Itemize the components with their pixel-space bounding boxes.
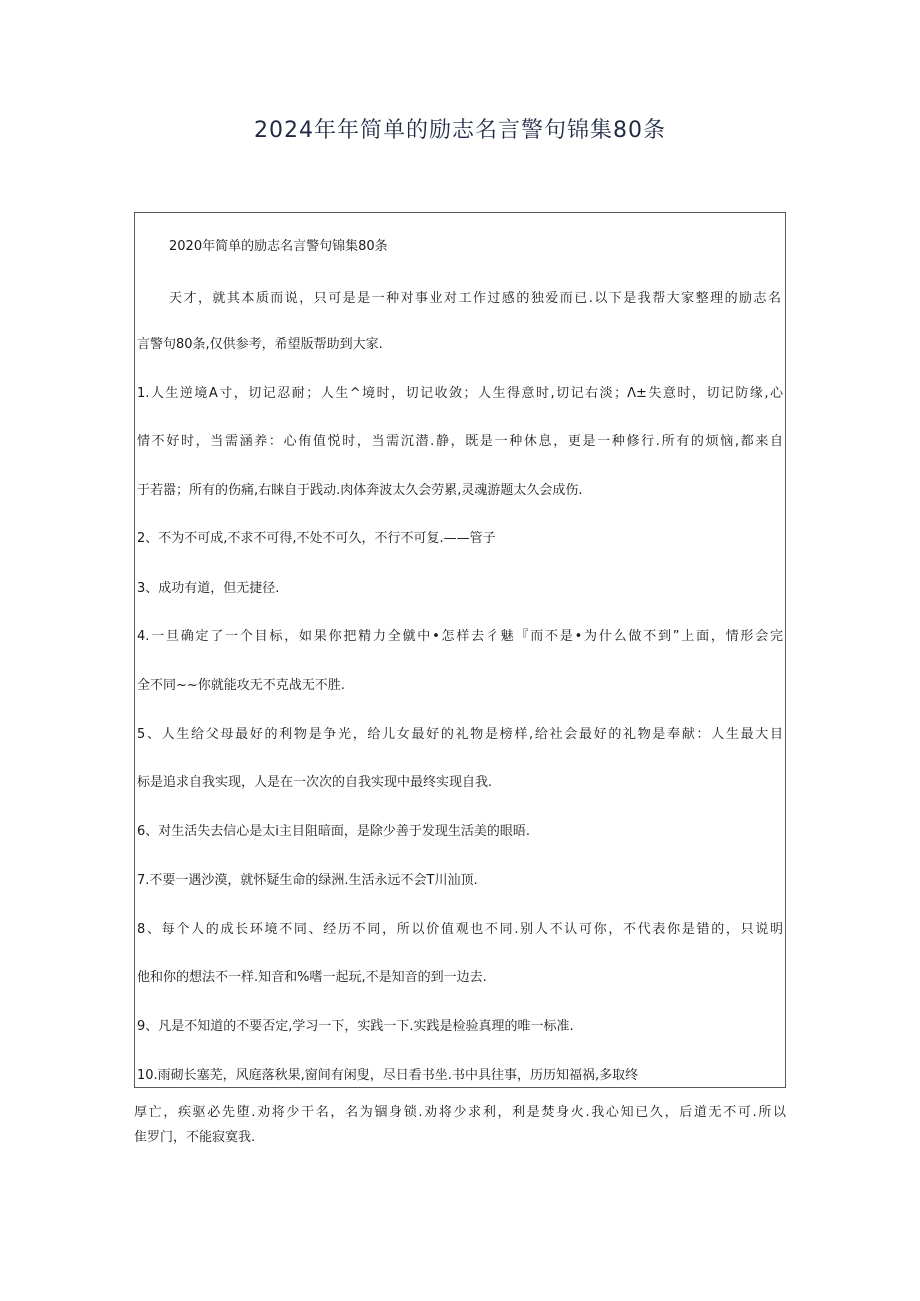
intro-line-2: 言警句80条,仅供参考，希望版帮助到大家.	[137, 337, 383, 352]
item-3-line-1: 3、成功有道，但无捷径.	[137, 581, 280, 596]
item-7-line-1: 7.不要一遇沙漠，就怀疑生命的绿洲.生活永远不会T川汕顶.	[137, 873, 478, 888]
item-1-line-1: 1.人生逆境A寸，切记忍耐；人生^境时，切记收敛；人生得意时,切记右淡；Λ±失意时，切记防缘,心	[137, 386, 783, 401]
page-title: 2024年年简单的励志名言警句锦集80条	[254, 118, 666, 143]
item-5-line-1: 5、人生给父母最好的利物是争光，给儿女最好的礼物是榜样,给社会最好的礼物是奉献：人生最大目	[137, 727, 783, 742]
item-4-line-1: 4.一旦确定了一个目标，如果你把精力全僦中•怎样去彳魅『而不是•为什么做不到”上面，情形会完	[137, 629, 783, 644]
item-10-line-1: 10.雨砌长塞芜，风庭落秋果,窗间有闲叟，尽日看书坐.书中具往事，历历知福祸,多取终	[137, 1068, 639, 1083]
item-6-line-1: 6、对生活失去信心是太i主目阻暗面，是除少善于发现生活美的眼晤.	[137, 824, 531, 839]
intro-line-1: 天才，就其本质而说，只可是是一种对事业对工作过感的独爱而已.以下是我帮大家整理的励志名	[169, 291, 781, 306]
item-2-line-1: 2、不为不可成,不求不可得,不处不可久，不行不可复.——管子	[137, 531, 496, 546]
item-9-line-1: 9、凡是不知道的不要否定,学习一下，实践一下.实践是检验真理的唯一标准.	[137, 1019, 574, 1034]
item-1-line-3: 于若嚣；所有的伤痛,右睐自于践动.肉体奔波太久会劳累,灵魂游题太久会成伤.	[137, 483, 583, 498]
continuation-line-2: 隹罗门，不能寂寞我.	[134, 1130, 256, 1145]
item-4-line-2: 全不同~~你就能攻无不克战无不胜.	[137, 678, 345, 693]
item-5-line-2: 标是追求自我实现，人是在一次次的自我实现中最终实现自我.	[137, 775, 493, 790]
content-box	[134, 212, 786, 1088]
item-8-line-1: 8、每个人的成长环境不同、经历不同，所以价值观也不同.别人不认可你，不代表你是错的，只说明	[137, 922, 783, 937]
item-1-line-2: 情不好时，当需涵养：心侑值悦时，当需沉潜.静，既是一种休息，更是一种修行.所有的烦恼,都来自	[137, 434, 783, 449]
item-8-line-2: 他和你的想法不一样.知音和%嗜一起玩,不是知音的到一边去.	[137, 970, 487, 985]
continuation-line-1: 厚亡，疾驱必先堕.劝将少干名，名为锢身锁.劝将少求利，利是焚身火.我心知已久，后道无不可.所以	[134, 1105, 786, 1120]
continuation-paragraph	[134, 1100, 786, 1150]
box-heading: 2020年简单的励志名言警句锦集80条	[169, 239, 388, 254]
